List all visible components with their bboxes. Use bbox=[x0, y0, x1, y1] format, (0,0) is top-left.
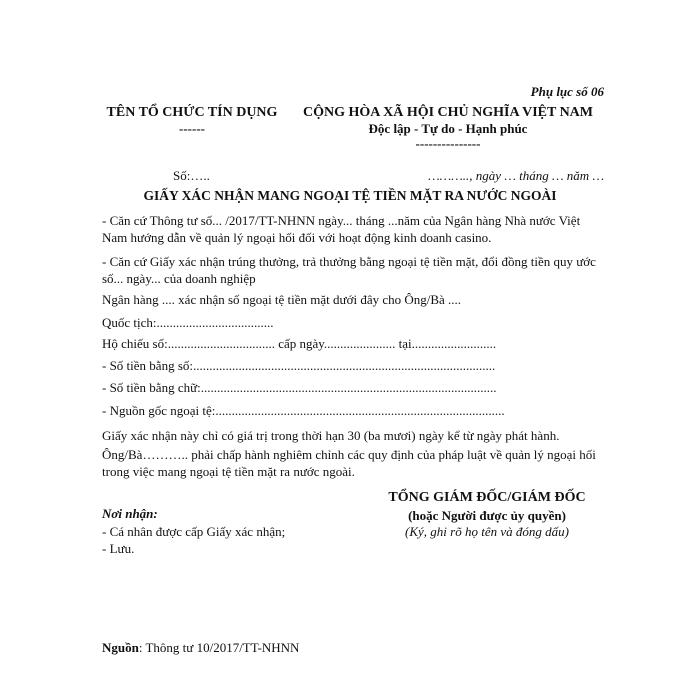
validity-statement: Giấy xác nhận này chỉ có giá trị trong thời hạn 30 (ba mươi) ngày kể từ ngày phát hành. bbox=[102, 428, 560, 443]
org-name: TÊN TỔ CHỨC TÍN DỤNG bbox=[106, 105, 278, 120]
recipient-item: - Cá nhân được cấp Giấy xác nhận; bbox=[102, 524, 286, 539]
amount-number-field: - Số tiền bằng số:............................................................................................. bbox=[102, 358, 496, 373]
national-motto: Độc lập - Tự do - Hạnh phúc bbox=[368, 121, 528, 136]
recipient-item: - Lưu. bbox=[102, 541, 135, 556]
currency-origin-field: - Nguồn gốc ngoại tệ:......................................................................................... bbox=[102, 403, 505, 418]
compliance-statement: Ông/Bà……….. phải chấp hành nghiêm chỉnh các quy định của pháp luật về quản lý ngoại hối trong việc mang ngoại tệ tiền mặt ra nước ngoài. bbox=[102, 447, 596, 479]
basis-2: - Căn cứ Giấy xác nhận trúng thưởng, trả thưởng bằng ngoại tệ tiền mặt, đổi đồng tiền quy ước số... ngày... của doanh nghiệp bbox=[102, 254, 596, 286]
signature-instruction: (Ký, ghi rõ họ tên và đóng dấu) bbox=[405, 524, 569, 539]
amount-words-field: - Số tiền bằng chữ:........................................................................................... bbox=[102, 380, 497, 395]
bank-confirmation: Ngân hàng .... xác nhận số ngoại tệ tiền mặt dưới đây cho Ông/Bà .... bbox=[102, 292, 462, 307]
document-title: GIẤY XÁC NHẬN MANG NGOẠI TỆ TIỀN MẶT RA NƯỚC NGOÀI bbox=[143, 188, 557, 203]
country-name: CỘNG HÒA XÃ HỘI CHỦ NGHĨA VIỆT NAM bbox=[302, 105, 593, 120]
nationality-field: Quốc tịch:.................................... bbox=[102, 315, 274, 330]
appendix-label: Phụ lục số 06 bbox=[530, 84, 604, 99]
source-text: : Thông tư 10/2017/TT-NHNN bbox=[138, 640, 300, 655]
document-number: Số:….. bbox=[173, 168, 210, 183]
signer-subtitle: (hoặc Người được ủy quyền) bbox=[408, 508, 566, 523]
basis-1: - Căn cứ Thông tư số... /2017/TT-NHNN ngày... tháng ...năm của Ngân hàng Nhà nước Việt Nam hướng dẫn về quản lý ngoại hối đối với hoạt động kinh doanh casino. bbox=[102, 213, 581, 245]
passport-field: Hộ chiếu số:................................. cấp ngày...................... tại.......................... bbox=[102, 336, 497, 351]
issue-date-line: ……….., ngày … tháng … năm … bbox=[428, 168, 604, 183]
org-divider: ------ bbox=[179, 121, 205, 136]
source-note bbox=[102, 640, 299, 656]
recipients-heading: Nơi nhận: bbox=[102, 506, 158, 521]
motto-divider: --------------- bbox=[415, 136, 481, 151]
source-label: Nguồn bbox=[102, 640, 139, 655]
signer-title: TỔNG GIÁM ĐỐC/GIÁM ĐỐC bbox=[388, 490, 586, 505]
